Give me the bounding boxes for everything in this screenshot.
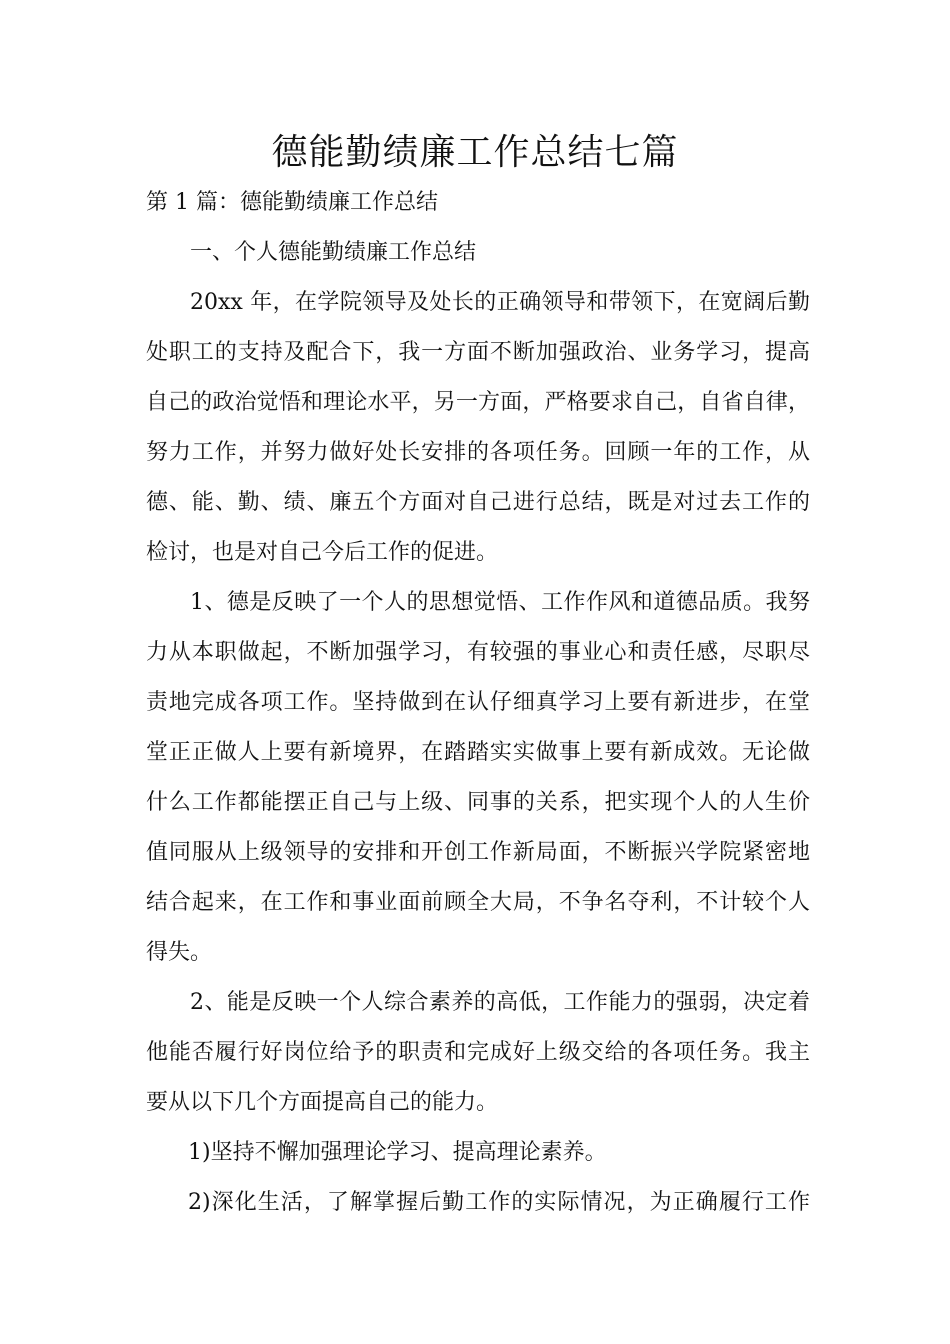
paragraph-line: 2、能是反映一个人综合素养的高低，工作能力的强弱，决定着 (190, 990, 810, 1015)
paragraph-line: 自己的政治觉悟和理论水平，另一方面，严格要求自己，自省自律， (146, 390, 810, 415)
paragraph-line: 处职工的支持及配合下，我一方面不断加强政治、业务学习，提高 (146, 340, 810, 365)
list-item: 2)深化生活，了解掌握后勤工作的实际情况，为正确履行工作 (188, 1190, 810, 1215)
paragraph-line: 要从以下几个方面提高自己的能力。 (146, 1090, 499, 1115)
document-title: 德能勤绩廉工作总结七篇 (271, 132, 679, 173)
paragraph-line: 努力工作，并努力做好处长安排的各项任务。回顾一年的工作，从 (146, 440, 810, 465)
document-body (146, 178, 810, 1228)
paragraph-line: 检讨，也是对自己今后工作的促进。 (146, 540, 499, 565)
paragraph-line: 责地完成各项工作。坚持做到在认仔细真学习上要有新进步，在堂 (146, 690, 810, 715)
paragraph-line: 堂正正做人上要有新境界，在踏踏实实做事上要有新成效。无论做 (146, 740, 810, 765)
list-item: 1)坚持不懈加强理论学习、提高理论素养。 (188, 1140, 607, 1165)
paragraph-line: 他能否履行好岗位给予的职责和完成好上级交给的各项任务。我主 (146, 1040, 810, 1065)
paragraph-line: 什么工作都能摆正自己与上级、同事的关系，把实现个人的人生价 (146, 790, 810, 815)
paragraph-line: 20xx 年，在学院领导及处长的正确领导和带领下，在宽阔后勤 (190, 290, 810, 315)
chapter-heading: 第 1 篇：德能勤绩廉工作总结 (146, 190, 438, 215)
paragraph-line: 1、德是反映了一个人的思想觉悟、工作作风和道德品质。我努 (190, 590, 810, 615)
paragraph-line: 值同服从上级领导的安排和开创工作新局面，不断振兴学院紧密地 (146, 840, 810, 865)
paragraph-line: 得失。 (146, 940, 213, 965)
section-heading: 一、个人德能勤绩廉工作总结 (190, 240, 477, 265)
paragraph-line: 力从本职做起，不断加强学习，有较强的事业心和责任感，尽职尽 (146, 640, 810, 665)
paragraph-line: 德、能、勤、绩、廉五个方面对自己进行总结，既是对过去工作的 (146, 490, 810, 515)
paragraph-line: 结合起来，在工作和事业面前顾全大局，不争名夺利，不计较个人 (146, 890, 810, 915)
